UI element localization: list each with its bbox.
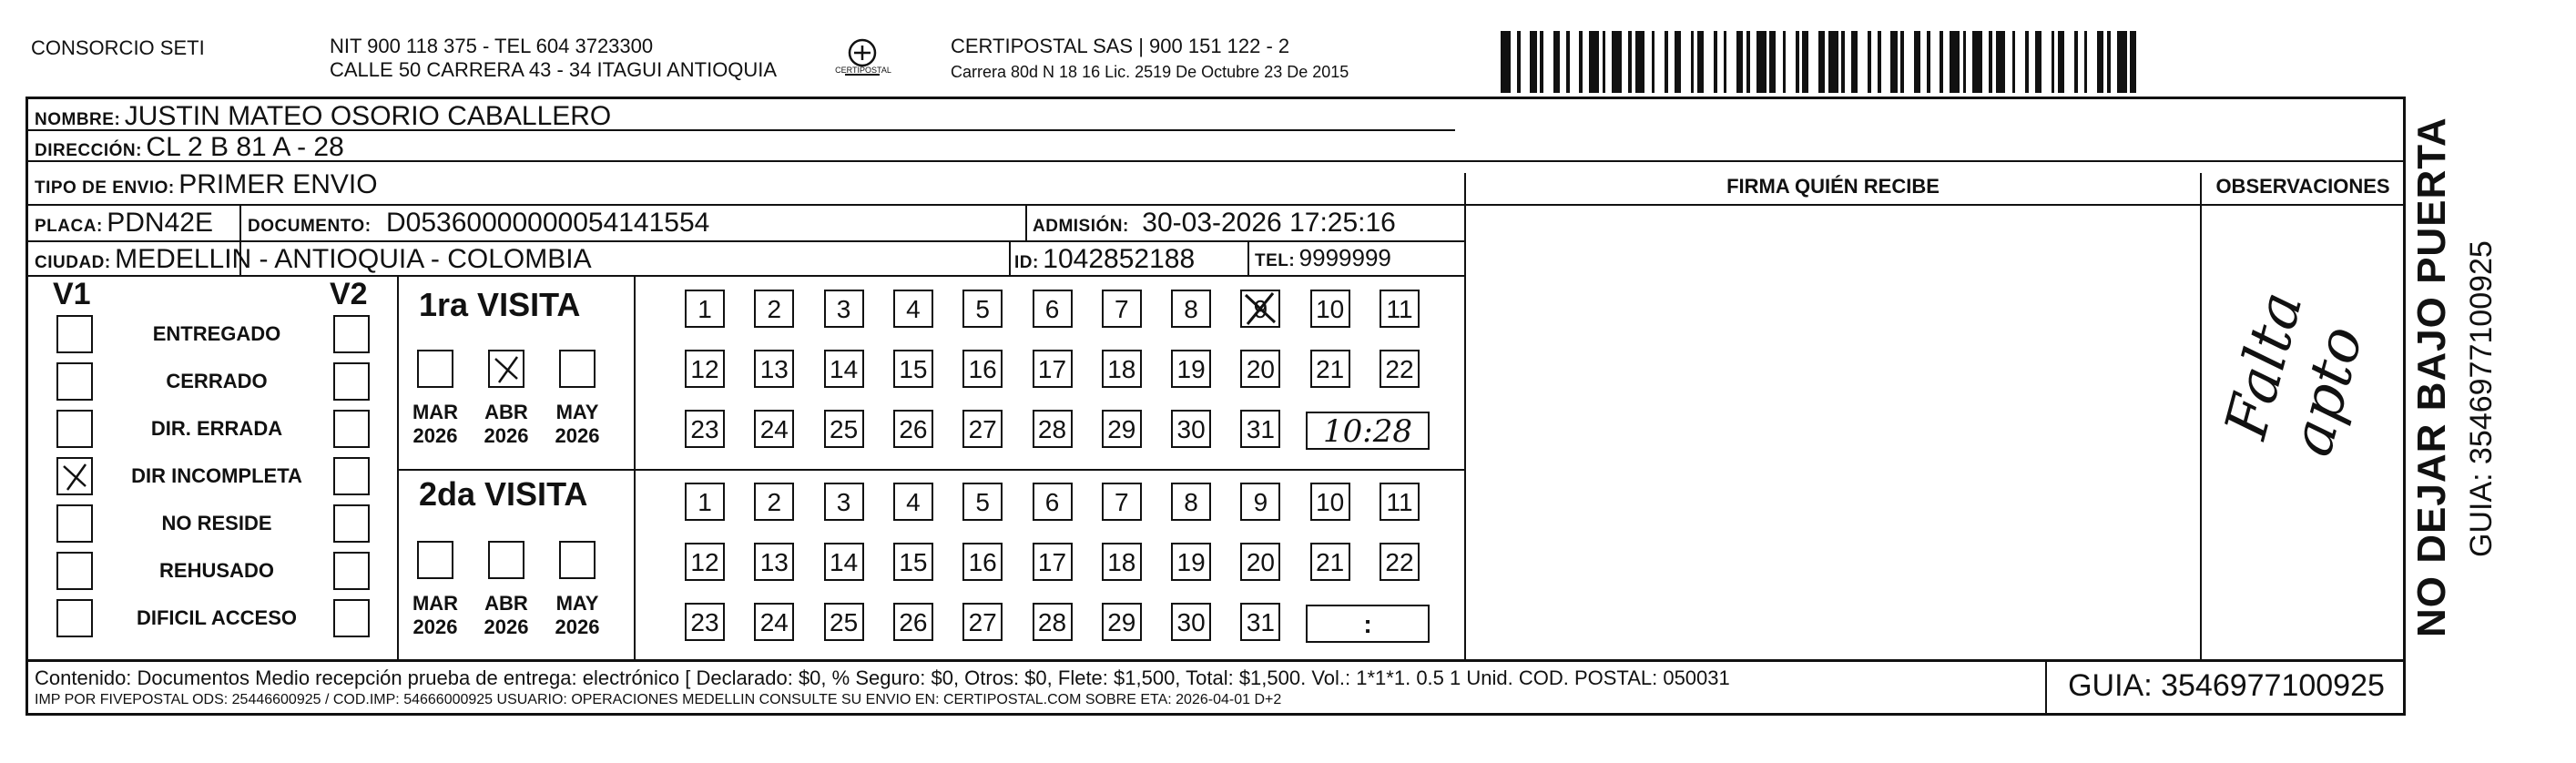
barcode-bar — [1900, 31, 1904, 93]
barcode-bar — [1603, 31, 1606, 93]
day-box[interactable]: 13 — [754, 543, 794, 581]
barcode-bar — [1714, 31, 1717, 93]
no-dejar-bajo-puerta: NO DEJAR BAJO PUERTA — [2409, 117, 2454, 637]
day-box[interactable]: 10 — [1310, 483, 1350, 521]
ciudad-label: CIUDAD: — [35, 253, 111, 272]
barcode-bar — [1996, 31, 2006, 93]
imp-line: IMP POR FIVEPOSTAL ODS: 25446600925 / COD.IMP: 54666000925 USUARIO: OPERACIONES MEDELLIN CONSULTE SU ENVIO EN: CERTIPOSTAL.COM SOBRE ETA: 2026-04-01 D+2 — [35, 692, 1282, 707]
month-checkbox[interactable] — [559, 350, 596, 388]
reason-label: DIFICIL ACCESO — [136, 606, 297, 629]
day-box[interactable]: 19 — [1171, 350, 1211, 388]
barcode-bar — [1612, 31, 1622, 93]
day-box[interactable]: 14 — [824, 543, 864, 581]
documento-row — [248, 208, 709, 239]
tel-label: TEL: — [1255, 251, 1296, 270]
tipo-value: PRIMER ENVIO — [178, 169, 378, 199]
second-visit-time: : — [1306, 605, 1430, 643]
day-box[interactable]: 1 — [685, 290, 725, 328]
day-box[interactable]: 6 — [1033, 483, 1073, 521]
barcode-bar — [1530, 31, 1536, 93]
day-box[interactable]: 21 — [1310, 543, 1350, 581]
day-box[interactable]: 3 — [824, 483, 864, 521]
month-checkbox[interactable] — [417, 350, 453, 388]
tel-row — [1255, 244, 1391, 272]
reason-label: DIR INCOMPLETA — [131, 464, 302, 487]
v2-checkbox[interactable] — [333, 457, 370, 495]
day-box[interactable]: 27 — [962, 410, 1003, 448]
day-box[interactable]: 8 — [1171, 290, 1211, 328]
observaciones-label: OBSERVACIONES — [2215, 175, 2390, 198]
v1-checkbox[interactable] — [56, 362, 93, 401]
admision-value: 30-03-2026 17:25:16 — [1142, 208, 1396, 238]
day-box[interactable]: 25 — [824, 410, 864, 448]
certipostal-logo — [836, 33, 889, 86]
barcode-bar — [1628, 31, 1632, 93]
barcode-bar — [1517, 31, 1521, 93]
day-box[interactable]: 24 — [754, 410, 794, 448]
barcode-bar — [2107, 31, 2111, 93]
v2-checkbox[interactable] — [333, 315, 370, 353]
day-box[interactable]: 18 — [1102, 543, 1142, 581]
month-checkbox[interactable] — [488, 541, 524, 579]
day-box[interactable]: 20 — [1240, 543, 1280, 581]
barcode-bar — [2130, 31, 2136, 93]
placa-label: PLACA: — [35, 217, 103, 236]
day-box[interactable]: 15 — [893, 350, 933, 388]
barcode-bar — [2084, 31, 2088, 93]
barcode-bar — [1802, 31, 1808, 93]
direccion-value: CL 2 B 81 A - 28 — [146, 132, 344, 162]
barcode-bar — [1566, 31, 1570, 93]
day-box[interactable]: 11 — [1380, 290, 1420, 328]
month-checkbox[interactable] — [559, 541, 596, 579]
nombre-value: JUSTIN MATEO OSORIO CABALLERO — [124, 101, 612, 131]
barcode-bar — [1665, 31, 1668, 93]
day-box[interactable]: 14 — [824, 350, 864, 388]
first-visit-title: 1ra VISITA — [419, 286, 581, 323]
barcode-bar — [2012, 31, 2016, 93]
barcode-bar — [1736, 31, 1743, 93]
month-label: MAY — [555, 401, 599, 423]
day-box[interactable]: 13 — [754, 350, 794, 388]
barcode-bar — [1851, 31, 1858, 93]
barcode-bar — [1697, 31, 1704, 93]
day-box[interactable]: 31 — [1240, 603, 1280, 641]
month-label: ABR — [484, 592, 528, 615]
footer-guia: GUIA: 3546977100925 — [2068, 668, 2385, 703]
barcode-bar — [2097, 31, 2103, 93]
day-box[interactable]: 26 — [893, 603, 933, 641]
barcode-bar — [1652, 31, 1655, 93]
day-box[interactable]: 6 — [1033, 290, 1073, 328]
barcode-bar — [1501, 31, 1511, 93]
barcode-bar — [1589, 31, 1599, 93]
day-box[interactable]: 8 — [1171, 483, 1211, 521]
barcode-bar — [2025, 31, 2029, 93]
nombre-label: NOMBRE: — [35, 110, 121, 129]
day-box[interactable]: 17 — [1033, 350, 1073, 388]
day-box[interactable]: 25 — [824, 603, 864, 641]
day-box[interactable]: 16 — [962, 350, 1003, 388]
barcode-bar — [1878, 31, 1881, 93]
month-year: 2026 — [555, 424, 600, 447]
barcode-bar — [1950, 31, 1960, 93]
day-box[interactable]: 23 — [685, 603, 725, 641]
day-box[interactable]: 2 — [754, 483, 794, 521]
day-box[interactable]: 16 — [962, 543, 1003, 581]
v2-checkbox[interactable] — [333, 362, 370, 401]
second-visit-title: 2da VISITA — [419, 475, 588, 513]
day-box[interactable]: 26 — [893, 410, 933, 448]
id-label: ID: — [1014, 253, 1039, 272]
v1-checkbox[interactable] — [56, 315, 93, 353]
month-year: 2026 — [484, 615, 529, 638]
day-box[interactable]: 3 — [824, 290, 864, 328]
nombre-row — [35, 101, 611, 132]
month-year: 2026 — [555, 615, 600, 638]
placa-row — [35, 208, 213, 239]
month-year: 2026 — [412, 615, 458, 638]
firma-label: FIRMA QUIÉN RECIBE — [1726, 175, 1940, 198]
nit-line: NIT 900 118 375 - TEL 604 3723300 — [330, 35, 654, 57]
month-label: MAR — [412, 401, 459, 423]
day-box[interactable]: 12 — [685, 350, 725, 388]
day-box[interactable]: 29 — [1102, 603, 1142, 641]
id-value: 1042852188 — [1043, 244, 1196, 274]
barcode-bar — [1818, 31, 1825, 93]
barcode-bar — [1746, 31, 1750, 93]
day-box[interactable]: 29 — [1102, 410, 1142, 448]
day-box[interactable]: 17 — [1033, 543, 1073, 581]
v2-checkbox[interactable] — [333, 410, 370, 448]
month-year: 2026 — [412, 424, 458, 447]
tipo-label: TIPO DE ENVIO: — [35, 178, 175, 198]
logo-text: CERTIPOSTAL — [835, 66, 891, 75]
day-box[interactable]: 28 — [1033, 410, 1073, 448]
documento-value: D05360000000054141554 — [386, 208, 710, 238]
barcode — [1501, 0, 2229, 100]
barcode-bar — [1868, 31, 1871, 93]
barcode-bar — [1675, 31, 1681, 93]
day-box[interactable]: 9 — [1240, 483, 1280, 521]
license-line: Carrera 80d N 18 16 Lic. 2519 De Octubre 23 De 2015 — [951, 63, 1349, 81]
tel-value: 9999999 — [1298, 244, 1391, 271]
reason-label: CERRADO — [166, 370, 268, 392]
id-row — [1014, 244, 1195, 275]
day-box[interactable]: 30 — [1171, 410, 1211, 448]
month-year: 2026 — [484, 424, 529, 447]
barcode-bar — [1989, 31, 1992, 93]
barcode-bar — [1756, 31, 1767, 93]
day-box[interactable]: 24 — [754, 603, 794, 641]
handwritten-observation — [2204, 264, 2386, 646]
barcode-bar — [1796, 31, 1799, 93]
direccion-label: DIRECCIÓN: — [35, 141, 142, 160]
month-label: MAR — [412, 592, 459, 615]
observation-text: Falta apto — [2213, 284, 2377, 463]
barcode-bar — [1927, 31, 1930, 93]
certipostal-line: CERTIPOSTAL SAS | 900 151 122 - 2 — [951, 35, 1290, 57]
barcode-bar — [1579, 31, 1583, 93]
admision-label: ADMISIÓN: — [1033, 217, 1129, 236]
day-box[interactable]: 5 — [962, 290, 1003, 328]
barcode-bar — [2117, 31, 2127, 93]
barcode-bar — [2058, 31, 2064, 93]
day-box[interactable]: 10 — [1310, 290, 1350, 328]
v1-checkbox[interactable] — [56, 410, 93, 448]
barcode-bar — [1828, 31, 1838, 93]
ciudad-row — [35, 244, 592, 275]
v1-checkbox[interactable] — [56, 457, 93, 495]
month-label: MAY — [555, 592, 599, 615]
content-line: Contenido: Documentos Medio recepción prueba de entrega: electrónico [ Declarado: $0, % Seguro: $0, Otros: $0, Flete: $1,500, Total: $1,500. Vol.: 1*1*1. 0.5 1 Unid. COD. POSTAL: 050031 — [35, 666, 1730, 689]
v1-checkbox[interactable] — [56, 552, 93, 590]
barcode-bar — [2074, 31, 2078, 93]
v2-checkbox[interactable] — [333, 552, 370, 590]
day-box[interactable]: 23 — [685, 410, 725, 448]
day-box[interactable]: 21 — [1310, 350, 1350, 388]
day-box[interactable]: 19 — [1171, 543, 1211, 581]
day-box[interactable]: 4 — [893, 290, 933, 328]
placa-value: PDN42E — [107, 208, 213, 238]
day-box[interactable]: 31 — [1240, 410, 1280, 448]
barcode-bar — [1769, 31, 1776, 93]
barcode-bar — [1783, 31, 1787, 93]
month-checkbox[interactable] — [488, 350, 524, 388]
documento-label: DOCUMENTO: — [248, 217, 372, 236]
day-box[interactable]: 4 — [893, 483, 933, 521]
barcode-bar — [1963, 31, 1967, 93]
day-box[interactable]: 1 — [685, 483, 725, 521]
barcode-bar — [2035, 31, 2041, 93]
reason-label: DIR. ERRADA — [150, 417, 283, 440]
day-box[interactable]: 18 — [1102, 350, 1142, 388]
day-box[interactable]: 5 — [962, 483, 1003, 521]
v2-checkbox[interactable] — [333, 504, 370, 543]
barcode-bar — [1540, 31, 1543, 93]
admision-row — [1033, 208, 1396, 239]
barcode-bar — [1890, 31, 1897, 93]
day-box[interactable]: 30 — [1171, 603, 1211, 641]
barcode-bar — [1914, 31, 1920, 93]
day-box[interactable]: 12 — [685, 543, 725, 581]
tipo-row — [35, 169, 378, 200]
barcode-bar — [1940, 31, 1943, 93]
address-line: CALLE 50 CARRERA 43 - 34 ITAGUI ANTIOQUIA — [330, 58, 778, 81]
reason-label: ENTREGADO — [152, 322, 281, 345]
day-box[interactable]: 28 — [1033, 603, 1073, 641]
barcode-bar — [1553, 31, 1560, 93]
barcode-bar — [1724, 31, 1727, 93]
day-box[interactable]: 20 — [1240, 350, 1280, 388]
guia-vertical: GUIA: 3546977100925 — [2464, 240, 2499, 557]
barcode-bar — [1841, 31, 1845, 93]
barcode-bar — [1972, 31, 1982, 93]
v1-checkbox[interactable] — [56, 599, 93, 637]
day-box[interactable]: 11 — [1380, 483, 1420, 521]
direccion-row — [35, 132, 344, 163]
day-box[interactable]: 2 — [754, 290, 794, 328]
barcode-bar — [1691, 31, 1695, 93]
month-checkbox[interactable] — [417, 541, 453, 579]
day-box[interactable]: 7 — [1102, 290, 1142, 328]
v1-checkbox[interactable] — [56, 504, 93, 543]
day-box[interactable]: 7 — [1102, 483, 1142, 521]
day-box[interactable]: 22 — [1380, 543, 1420, 581]
barcode-bar — [2052, 31, 2055, 93]
month-label: ABR — [484, 401, 528, 423]
ciudad-value: MEDELLIN - ANTIOQUIA - COLOMBIA — [115, 244, 592, 274]
day-box[interactable]: 27 — [962, 603, 1003, 641]
reason-label: NO RESIDE — [161, 512, 272, 534]
v1-header: V1 — [53, 277, 91, 311]
barcode-bar — [1635, 31, 1645, 93]
v2-header: V2 — [330, 277, 368, 311]
day-box[interactable]: 22 — [1380, 350, 1420, 388]
company-name: CONSORCIO SETI — [31, 36, 205, 59]
first-visit-time: 10:28 — [1306, 412, 1430, 450]
day-box[interactable]: 9 — [1240, 290, 1280, 328]
v2-checkbox[interactable] — [333, 599, 370, 637]
reason-label: REHUSADO — [159, 559, 274, 582]
day-box[interactable]: 15 — [893, 543, 933, 581]
